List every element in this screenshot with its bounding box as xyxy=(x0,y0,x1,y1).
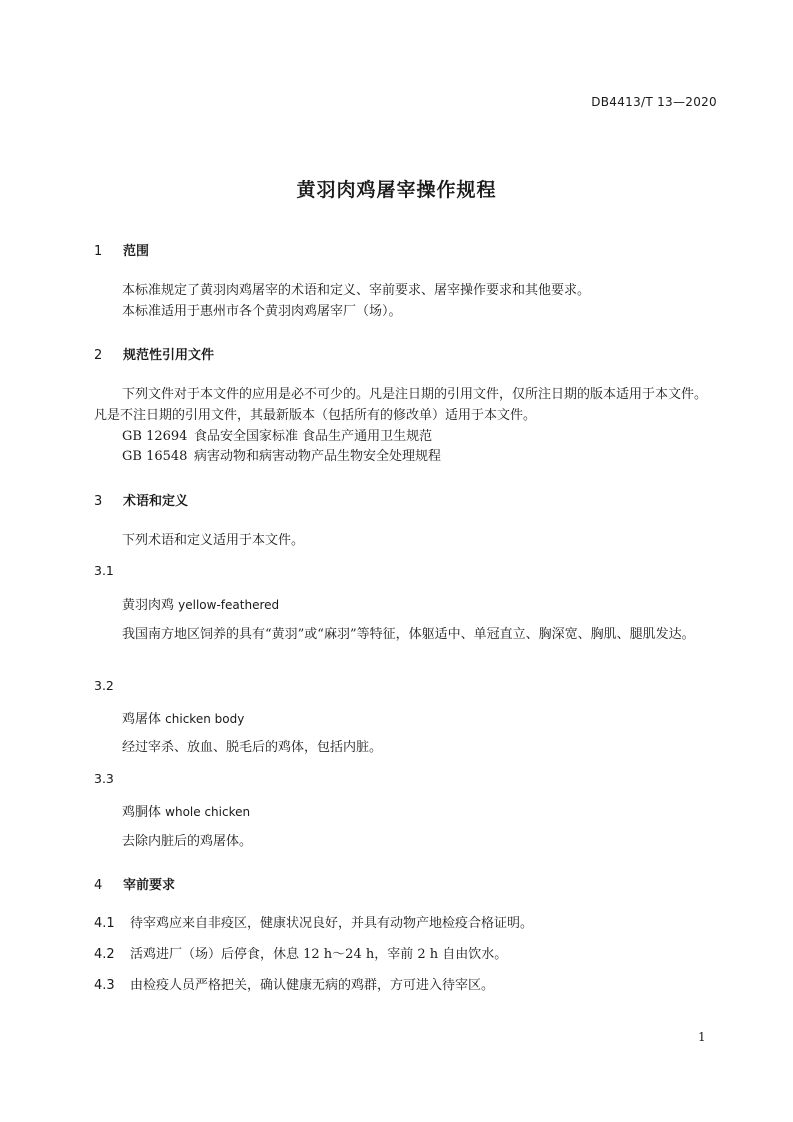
term-number: 3.1 xyxy=(94,563,114,578)
section-number: 4 xyxy=(94,878,103,893)
term-entry xyxy=(122,708,244,727)
reference-entry xyxy=(122,447,441,467)
clause-number: 4.3 xyxy=(94,978,115,993)
clause-text: 活鸡进厂（场）后停食，休息 12 h～24 h，宰前 2 h 自由饮水。 xyxy=(130,947,508,962)
paragraph: 本标准适用于惠州市各个黄羽肉鸡屠宰厂（场）。 xyxy=(122,304,402,319)
term-entry xyxy=(122,801,250,820)
reference-title: 病害动物和病害动物产品生物安全处理规程 xyxy=(194,449,442,464)
clause xyxy=(94,945,507,965)
paragraph: 下列术语和定义适用于本文件。 xyxy=(122,533,305,548)
term-number: 3.3 xyxy=(94,771,114,786)
term-english: yellow-feathered xyxy=(178,598,280,612)
paragraph: 本标准规定了黄羽肉鸡屠宰的术语和定义、宰前要求、屠宰操作要求和其他要求。 xyxy=(122,283,591,298)
document-title: 黄羽肉鸡屠宰操作规程 xyxy=(296,179,497,201)
section-heading-scope xyxy=(94,240,149,259)
clause-number: 4.2 xyxy=(94,947,115,962)
section-number: 3 xyxy=(94,494,103,509)
term-chinese: 鸡屠体 xyxy=(122,712,162,727)
term-entry xyxy=(122,594,279,613)
term-chinese: 黄羽肉鸡 xyxy=(122,598,175,613)
section-title: 术语和定义 xyxy=(123,494,189,509)
section-number: 2 xyxy=(94,348,103,363)
term-chinese: 鸡胴体 xyxy=(122,805,162,820)
clause-number: 4.1 xyxy=(94,916,115,931)
clause-text: 待宰鸡应来自非疫区，健康状况良好，并具有动物产地检疫合格证明。 xyxy=(130,916,534,931)
reference-entry xyxy=(122,427,432,447)
section-heading-terms-definitions xyxy=(94,490,188,509)
term-english: whole chicken xyxy=(165,805,251,819)
page-number: 1 xyxy=(698,1030,706,1044)
section-title: 宰前要求 xyxy=(123,878,176,893)
section-number: 1 xyxy=(94,244,103,259)
clause xyxy=(94,976,494,996)
clause xyxy=(94,914,533,934)
term-definition: 我国南方地区饲养的具有“黄羽”或“麻羽”等特征，体躯适中、单冠直立、胸深宽、胸肌、腿肌发达。 xyxy=(122,627,695,642)
term-number: 3.2 xyxy=(94,678,114,693)
reference-title: 食品安全国家标准 食品生产通用卫生规范 xyxy=(194,429,433,444)
clause-text: 由检疫人员严格把关，确认健康无病的鸡群，方可进入待宰区。 xyxy=(130,978,495,993)
section-title: 规范性引用文件 xyxy=(123,348,215,363)
paragraph: 下列文件对于本文件的应用是必不可少的。凡是注日期的引用文件，仅所注日期的版本适用于本文件。凡是不注日期的引用文件，其最新版本（包括所有的修改单）适用于本文件。 xyxy=(94,387,708,423)
term-definition: 去除内脏后的鸡屠体。 xyxy=(122,834,253,849)
term-definition: 经过宰杀、放血、脱毛后的鸡体，包括内脏。 xyxy=(122,740,383,755)
term-english: chicken body xyxy=(165,712,245,726)
section-title: 范围 xyxy=(123,244,150,259)
section-heading-normative-references xyxy=(94,344,214,363)
section-heading-pre-slaughter xyxy=(94,874,175,893)
reference-code: GB 12694 xyxy=(122,429,188,444)
reference-code: GB 16548 xyxy=(122,449,188,464)
document-code: DB4413/T 13—2020 xyxy=(591,95,717,109)
